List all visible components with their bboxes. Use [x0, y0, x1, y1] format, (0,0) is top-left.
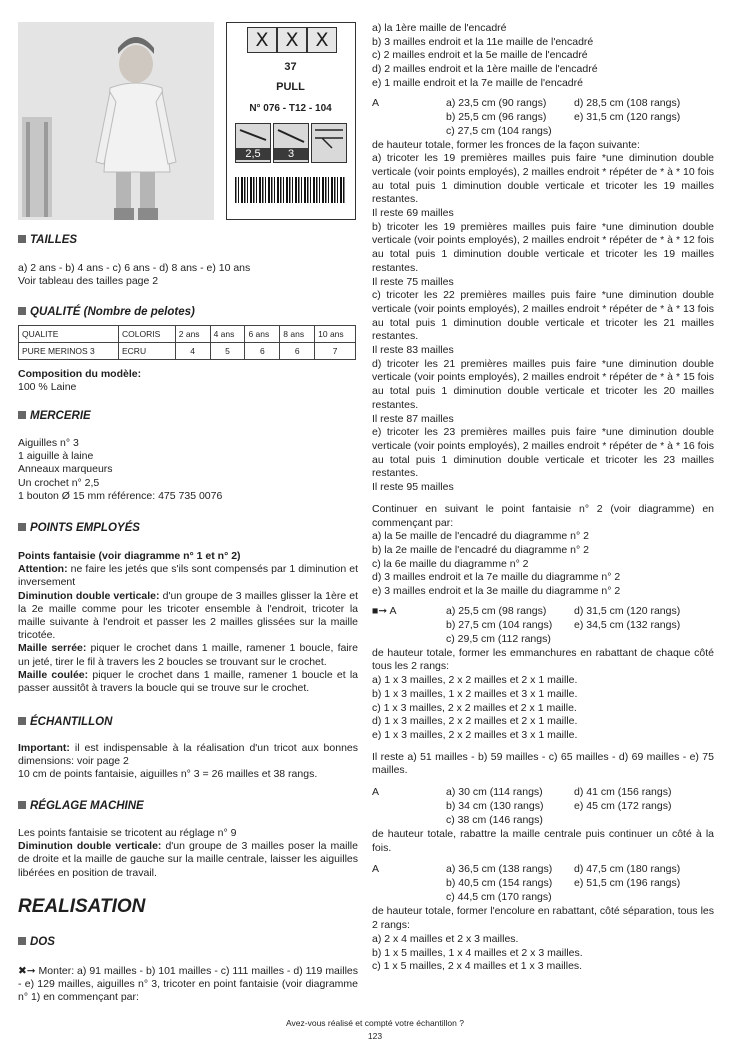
table-cell: 6	[280, 343, 315, 360]
table-cell: 6	[245, 343, 280, 360]
footer-question: Avez-vous réalisé et compté votre échantillon ?	[286, 1018, 464, 1028]
step-label: ■➞ A	[372, 604, 397, 617]
right-column	[372, 22, 714, 974]
maille-coulee-text: piquer le crochet dans 1 maille, ramener 1 boucle et la passer aussitôt à travers la boucle qui se trouve sur le crochet.	[18, 668, 359, 695]
list-item: a) tricoter les 19 premières mailles puis faire *une diminution double verticale (voir points employés), 2 mailles endroit * répéter de * à * 10 fois au total puis 1 diminution double verticale et tricoter les 19 mailles restantes.	[372, 152, 714, 206]
list-item: d) 1 x 3 mailles, 2 x 2 mailles et 2 x 1 maille.	[372, 715, 578, 728]
tailles-text	[18, 262, 358, 288]
height-value: d) 47,5 cm (180 rangs)	[574, 863, 681, 876]
table-header: 4 ans	[210, 326, 245, 343]
height-value: d) 41 cm (156 rangs)	[574, 786, 672, 799]
important-text: il est indispensable à la réalisation d'un tricot aux bonnes dimensions: voir page 2	[18, 742, 358, 768]
ddv-label: Diminution double verticale:	[18, 589, 160, 602]
echantillon-value: 10 cm de points fantaisie, aiguilles n° 3 = 26 mailles et 38 rangs.	[18, 768, 318, 781]
tailles-note: Voir tableau des tailles page 2	[18, 275, 159, 288]
pattern-info-box	[226, 22, 356, 220]
list-item: Anneaux marqueurs	[18, 463, 113, 476]
pattern-reference: N° 076 - T12 - 104	[249, 103, 332, 114]
table-header: COLORIS	[119, 326, 176, 343]
page-number: 123	[367, 1031, 383, 1041]
list-item: d) 3 mailles endroit et la 7e maille du diagramme n° 2	[372, 571, 621, 584]
list-item: b) 1 x 3 mailles, 1 x 2 mailles et 3 x 1 maille.	[372, 687, 578, 700]
step-label: A	[372, 96, 380, 109]
important-label: Important:	[18, 742, 70, 754]
list-item: b) la 2e maille de l'encadré du diagramme n° 2	[372, 543, 589, 556]
step-label: A	[372, 786, 380, 799]
height-block-2	[372, 605, 714, 647]
height-value: c) 29,5 cm (112 rangs)	[446, 632, 551, 645]
reglage-value: Les points fantaisie se tricotent au réglage n° 9	[18, 827, 237, 839]
composition-label: Composition du modèle:	[18, 368, 142, 380]
reste-text: Il reste a) 51 mailles - b) 59 mailles - c) 65 mailles - d) 69 mailles - e) 75 mailles.	[372, 750, 714, 777]
list-item: b) 1 x 5 mailles, 1 x 4 mailles et 2 x 3 mailles.	[372, 946, 583, 959]
height-value: c) 38 cm (146 rangs)	[446, 814, 543, 827]
crochet-needle-box	[235, 123, 271, 163]
attention-label: Attention:	[18, 563, 68, 576]
composition-value: 100 % Laine	[18, 381, 77, 394]
list-item: Il reste 75 mailles	[372, 275, 454, 288]
emmanchures-intro: de hauteur totale, former les emmanchures en rabattant de chaque côté tous les 2 rangs:	[372, 646, 714, 673]
height-value: a) 30 cm (114 rangs)	[446, 786, 543, 799]
tailles-line: a) 2 ans - b) 4 ans - c) 6 ans - d) 8 ans - e) 10 ans	[18, 262, 251, 274]
points-text	[18, 550, 358, 695]
list-item: c) la 6e maille du diagramme n° 2	[372, 557, 529, 570]
height-value: c) 44,5 cm (170 rangs)	[446, 891, 552, 904]
height-value: b) 34 cm (130 rangs)	[446, 800, 544, 813]
list-item: c) 1 x 5 mailles, 2 x 4 mailles et 1 x 3 mailles.	[372, 960, 583, 973]
list-item: e) 1 x 3 mailles, 2 x 2 mailles et 3 x 1 maille.	[372, 728, 578, 741]
qualite-table	[18, 325, 356, 360]
section-reglage: RÉGLAGE MACHINE	[18, 800, 144, 812]
table-header: 2 ans	[175, 326, 210, 343]
dos-text: ✖➞ Monter: a) 91 mailles - b) 101 mailles - c) 111 mailles - d) 119 mailles - e) 129 mailles, aiguilles n° 3, tricoter en point fantaisie (voir diagramme n° 1) en commençant par:	[18, 965, 358, 1004]
list-item: Il reste 95 mailles	[372, 481, 454, 494]
height-value: d) 28,5 cm (108 rangs)	[574, 96, 681, 109]
reglage-text	[18, 827, 358, 880]
section-points: POINTS EMPLOYÉS	[18, 522, 140, 534]
mercerie-list	[18, 437, 358, 503]
ddv2-text: d'un groupe de 3 mailles poser la maille de droite et la maille de gauche sur la maille centrale, laisser les aiguilles libérées en position de travail.	[18, 840, 358, 879]
knitting-needle-icon	[274, 124, 308, 146]
knitting-machine-icon	[312, 124, 346, 160]
height-block-1	[372, 97, 714, 139]
table-cell: PURE MERINOS 3	[19, 343, 119, 360]
list-item: d) 2 mailles endroit et la 1ère maille de l'encadré	[372, 63, 598, 76]
list-item: Un crochet n° 2,5	[18, 476, 100, 489]
symbol-icon: X	[247, 27, 277, 53]
list-item: a) la 1ère maille de l'encadré	[372, 22, 507, 34]
table-cell: 4	[175, 343, 210, 360]
encolure-text: de hauteur totale, former l'encolure en rabattant, côté séparation, tous les 2 rangs:	[372, 905, 714, 932]
list-item: e) 1 maille endroit et la 7e maille de l'encadré	[372, 76, 583, 89]
echantillon-text	[18, 742, 358, 782]
machine-icon-box	[311, 123, 347, 163]
list-item: 1 bouton Ø 15 mm référence: 475 735 0076	[18, 489, 223, 502]
list-item: Il reste 83 mailles	[372, 344, 454, 357]
height-value: e) 45 cm (172 rangs)	[574, 800, 672, 813]
barcode	[235, 177, 345, 203]
list-item: e) tricoter les 23 premières mailles puis faire *une diminution double verticale (voir points employés), 2 mailles endroit * répéter de * à * 16 fois au total puis 1 diminution double verticale et tricoter les 23 mailles restantes.	[372, 426, 714, 480]
height-value: d) 31,5 cm (120 rangs)	[574, 604, 681, 617]
list-item: c) 2 mailles endroit et la 5e maille de l'encadré	[372, 49, 588, 62]
list-item: a) 1 x 3 mailles, 2 x 2 mailles et 2 x 1 maille.	[372, 674, 578, 687]
section-echantillon: ÉCHANTILLON	[18, 716, 112, 728]
needle-size: 3	[274, 148, 308, 160]
section-mercerie: MERCERIE	[18, 410, 91, 422]
garment-name: PULL	[276, 81, 305, 93]
maille-coulee-label: Maille coulée:	[18, 668, 89, 681]
model-photo	[18, 22, 214, 220]
fronces-list	[372, 152, 714, 495]
list-item: b) 3 mailles endroit et la 11e maille de l'encadré	[372, 35, 594, 48]
fronces-intro: de hauteur totale, former les fronces de la façon suivante:	[372, 138, 640, 151]
height-value: a) 25,5 cm (98 rangs)	[446, 604, 547, 617]
list-item: Aiguilles n° 3	[18, 437, 79, 449]
list-item: a) la 5e maille de l'encadré du diagramme n° 2	[372, 530, 589, 543]
points-fantaisie-title: Points fantaisie (voir diagramme n° 1 et n° 2)	[18, 550, 241, 562]
list-item: b) tricoter les 19 premières mailles puis faire *une diminution double verticale (voir points employés), 2 mailles endroit * répéter de * à * 12 fois au total puis 1 diminution double verticale et tricoter les 19 mailles restantes.	[372, 220, 714, 274]
step-label: A	[372, 863, 380, 876]
height-value: e) 51,5 cm (196 rangs)	[574, 877, 681, 890]
symbol-icon: X	[277, 27, 307, 53]
height-value: a) 36,5 cm (138 rangs)	[446, 863, 553, 876]
list-item: d) tricoter les 21 premières mailles puis faire *une diminution double verticale (voir points employés), 2 mailles endroit * répéter de * à * 15 fois au total puis 1 diminution double verticale et tricoter les 20 mailles restantes.	[372, 357, 714, 411]
list-item: c) tricoter les 22 premières mailles puis faire *une diminution double verticale (voir points employés), 2 mailles endroit * répéter de * à * 13 fois au total puis 1 diminution double verticale et tricoter les 21 mailles restantes.	[372, 289, 714, 343]
table-cell: 7	[315, 343, 356, 360]
centrale-text: de hauteur totale, rabattre la maille centrale puis continuer un côté à la fois.	[372, 828, 714, 854]
attention-text: ne faire les jetés que s'ils sont compensés par 1 diminution et inversement	[18, 563, 358, 589]
table-cell: 5	[210, 343, 245, 360]
continuer-text: Continuer en suivant le point fantaisie n° 2 (voir diagramme) en commençant par:	[372, 502, 714, 529]
height-value: a) 23,5 cm (90 rangs)	[446, 96, 547, 109]
symbol-icon: X	[307, 27, 337, 53]
table-header: 6 ans	[245, 326, 280, 343]
composition	[18, 368, 358, 394]
table-row	[19, 343, 356, 360]
realisation-title: REALISATION	[18, 896, 146, 917]
knitting-needle-box	[273, 123, 309, 163]
crochet-hook-icon	[236, 124, 270, 146]
ddv2-label: Diminution double verticale:	[18, 840, 162, 853]
list-item: 1 aiguille à laine	[18, 450, 94, 463]
ddv-text: d'un groupe de 3 mailles glisser la 1ère et la 2e maille comme pour les tricoter ensemble à l'endroit, tricoter la maille suivante à l'endroit et passer les 2 mailles glissées sur la maille tricotée.	[18, 589, 359, 642]
table-header: QUALITE	[19, 326, 119, 343]
table-header-row	[19, 326, 356, 343]
section-tailles: TAILLES	[18, 234, 77, 246]
list-item: c) 1 x 3 mailles, 2 x 2 mailles et 2 x 1 maille.	[372, 701, 577, 714]
maille-serree-label: Maille serrée:	[18, 642, 87, 655]
table-header: 8 ans	[280, 326, 315, 343]
height-value: e) 31,5 cm (120 rangs)	[574, 110, 681, 123]
height-value: b) 40,5 cm (154 rangs)	[446, 877, 553, 890]
height-value: b) 27,5 cm (104 rangs)	[446, 618, 553, 631]
list-item: e) 3 mailles endroit et la 3e maille du diagramme n° 2	[372, 585, 621, 598]
section-dos: DOS	[18, 936, 55, 948]
height-block-4	[372, 863, 714, 905]
pattern-number: 37	[284, 61, 297, 73]
section-qualite: QUALITÉ (Nombre de pelotes)	[18, 306, 195, 318]
height-value: b) 25,5 cm (96 rangs)	[446, 110, 547, 123]
height-block-3	[372, 786, 714, 828]
height-value: c) 27,5 cm (104 rangs)	[446, 124, 552, 137]
list-item: a) 2 x 4 mailles et 2 x 3 mailles.	[372, 932, 519, 945]
maille-serree-text: piquer le crochet dans 1 maille, ramener 1 boucle, faire un jeté, tirer le fil à travers les 2 boucles se trouvant sur le crochet.	[18, 642, 358, 668]
height-value: e) 34,5 cm (132 rangs)	[574, 618, 681, 631]
table-cell: ECRU	[119, 343, 176, 360]
list-item: Il reste 69 mailles	[372, 207, 454, 220]
table-header: 10 ans	[315, 326, 356, 343]
crochet-size: 2,5	[236, 148, 270, 160]
list-item: Il reste 87 mailles	[372, 412, 454, 425]
